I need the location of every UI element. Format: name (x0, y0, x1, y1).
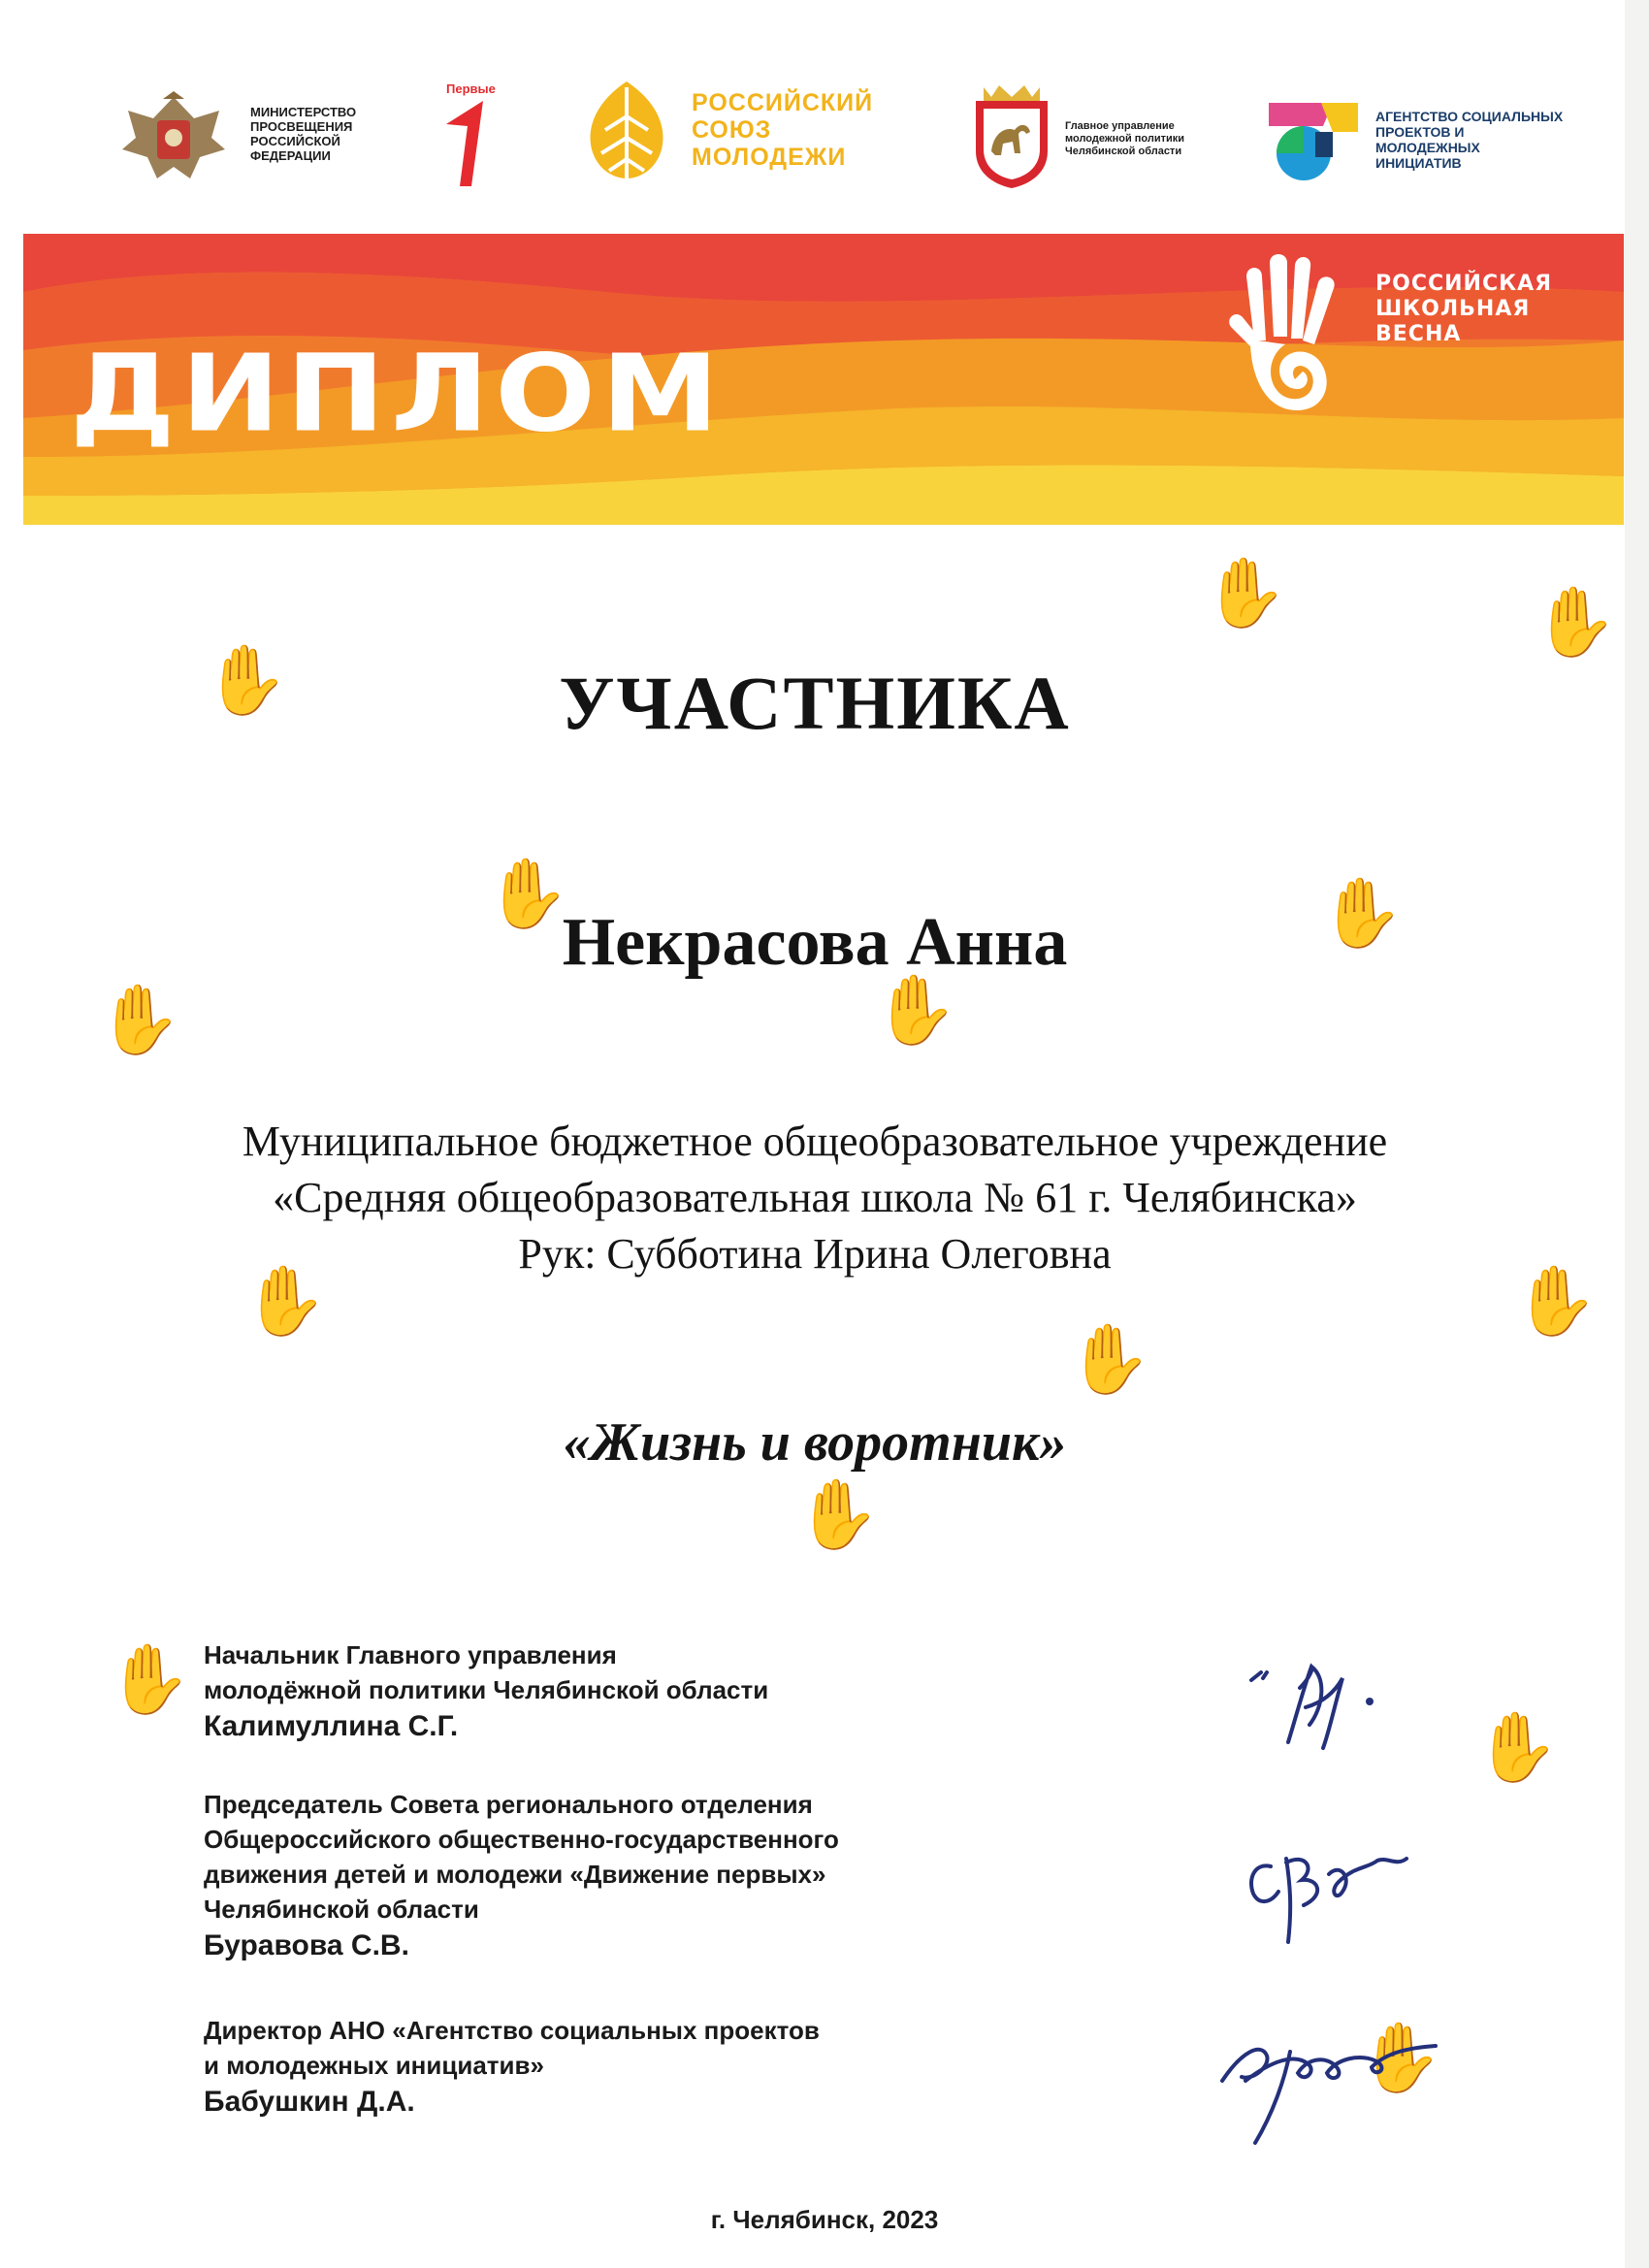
chelyabinsk-coat-of-arms-icon (970, 83, 1053, 190)
watermark-hand-icon: ✋ (1474, 1707, 1560, 1787)
signatory-position-line: молодёжной политики Челябинской области (204, 1675, 769, 1704)
watermark-hand-icon: ✋ (1533, 582, 1618, 662)
city-year: г. Челябинск, 2023 (710, 2205, 939, 2234)
rsm-logo-text: РОССИЙСКИЙ СОЮЗ МОЛОДЕЖИ (692, 89, 874, 171)
signatory-position-line: Начальник Главного управления (204, 1640, 617, 1669)
signatory-name: Буравова С.В. (204, 1929, 409, 1961)
institution-line-1: Муниципальное бюджетное общеобразовательное учреждение (242, 1118, 1388, 1165)
signatory-position-line: движения детей и молодежи «Движение первых» (204, 1860, 826, 1889)
pervye-logo-icon (438, 97, 497, 190)
supervisor-line: Рук: Субботина Ирина Олеговна (518, 1230, 1112, 1278)
ministry-logo-text: МИНИСТЕРСТВО ПРОСВЕЩЕНИЯ РОССИЙСКОЙ ФЕДЕРАЦИИ (250, 105, 357, 163)
signatory-2 (204, 1787, 1077, 1963)
watermark-hand-icon: ✋ (1067, 1319, 1152, 1399)
signatory-position-line: Председатель Совета регионального отделения (204, 1790, 813, 1819)
pervye-logo-text: Первые (446, 81, 496, 96)
watermark-hand-icon: ✋ (1319, 873, 1405, 953)
signatory-position-line: и молодежных инициатив» (204, 2051, 544, 2080)
signatory-name: Бабушкин Д.А. (204, 2086, 415, 2118)
watermark-hand-icon: ✋ (1203, 553, 1288, 632)
signature-2-icon (1232, 1824, 1416, 1950)
watermark-hand-icon: ✋ (485, 854, 570, 933)
festival-logo-text: РОССИЙСКАЯ ШКОЛЬНАЯ ВЕСНА (1375, 272, 1553, 346)
scan-edge (1625, 0, 1649, 2268)
watermark-hand-icon: ✋ (1513, 1261, 1599, 1341)
work-title: «Жизнь и воротник» (563, 1412, 1067, 1473)
signatory-1 (204, 1637, 1077, 1744)
signature-3-icon (1203, 2013, 1455, 2149)
signatory-position-line: Челябинской области (204, 1895, 479, 1924)
signatory-3 (204, 2013, 1077, 2120)
watermark-hand-icon: ✋ (107, 1639, 192, 1719)
watermark-hand-icon: ✋ (204, 640, 289, 720)
agency-logo-text: АГЕНТСТВО СОЦИАЛЬНЫХ ПРОЕКТОВ И МОЛОДЕЖНЫХ ИНИЦИАТИВ (1375, 109, 1564, 171)
recipient-name: Некрасова Анна (562, 905, 1068, 980)
watermark-hand-icon: ✋ (1358, 2018, 1443, 2097)
rsv-hand-logo-icon (1217, 247, 1363, 422)
watermark-hand-icon: ✋ (795, 1474, 881, 1554)
signatory-name: Калимуллина С.Г. (204, 1710, 459, 1742)
signatory-position-line: Общероссийского общественно-государственного (204, 1825, 839, 1854)
award-title: УЧАСТНИКА (559, 661, 1071, 745)
watermark-hand-icon: ✋ (242, 1261, 328, 1341)
chelyabinsk-logo-text: Главное управление молодежной политики Челябинской области (1065, 120, 1185, 157)
institution-line-2: «Средняя общеобразовательная школа № 61 г. Челябинска» (273, 1174, 1357, 1221)
institution-block (58, 1114, 1571, 1282)
signatory-position-line: Директор АНО «Агентство социальных проектов (204, 2016, 820, 2045)
watermark-hand-icon: ✋ (873, 970, 958, 1050)
diploma-title: ДИПЛОМ (70, 331, 726, 456)
aspen-leaf-icon (578, 78, 675, 194)
agency-logo-icon (1265, 97, 1362, 184)
ministry-emblem-icon (114, 89, 233, 186)
signature-1-icon (1242, 1639, 1416, 1756)
watermark-hand-icon: ✋ (97, 980, 182, 1059)
